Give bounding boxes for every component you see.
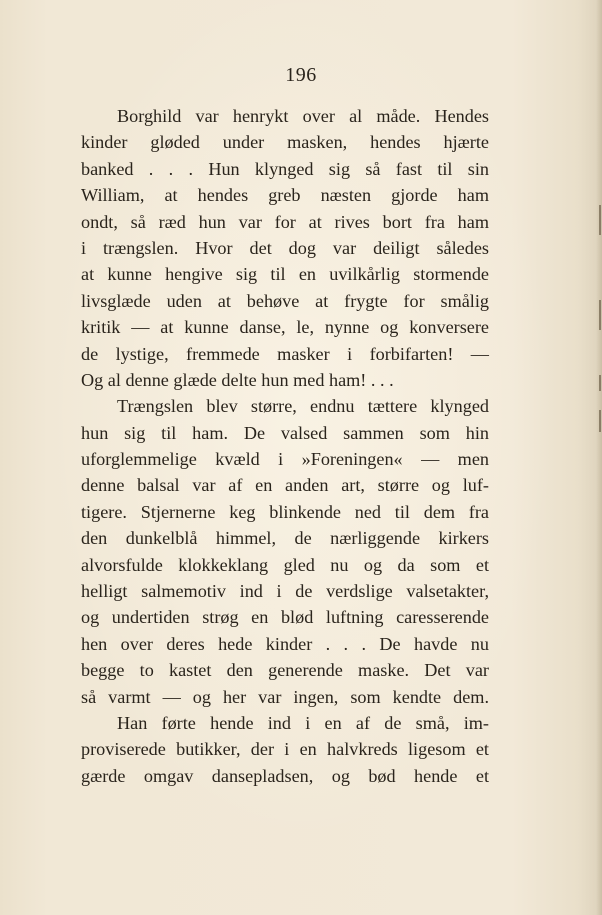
text-line: Og al denne glæde delte hun med ham! . . . xyxy=(81,369,394,390)
text-line: hen over deres hede kinder . . . De havde nu xyxy=(81,633,489,654)
text-line: Borghild var henrykt over al måde. Hendes xyxy=(117,106,489,126)
text-line: tigere. Stjernerne keg blinkende ned til dem fra xyxy=(81,501,489,522)
page-edge-mark xyxy=(599,300,601,330)
text-line: de lystige, fremmede masker i forbifarten! — xyxy=(81,343,489,364)
body-text xyxy=(81,103,489,789)
page-edge-mark xyxy=(599,375,601,391)
page-edge-mark xyxy=(599,205,601,235)
text-line: proviserede butikker, der i en halvkreds ligesom et xyxy=(81,739,489,760)
text-line: at kunne hengive sig til en uvilkårlig stormende xyxy=(81,264,489,285)
text-line: Trængslen blev større, endnu tættere klynged xyxy=(117,396,489,417)
text-line: denne balsal var af en anden art, større og luf- xyxy=(81,475,489,496)
text-line: den dunkelblå himmel, de nærliggende kirkers xyxy=(81,528,489,549)
page-edge-shadow xyxy=(596,0,602,915)
text-line: banked . . . Hun klynged sig så fast til sin xyxy=(81,158,489,179)
text-line: begge to kastet den generende maske. Det var xyxy=(81,660,489,681)
text-line: helligt salmemotiv ind i de verdslige valsetakter, xyxy=(81,581,489,602)
text-line: William, at hendes greb næsten gjorde ham xyxy=(81,185,489,206)
page-number: 196 xyxy=(285,64,317,86)
text-line: i trængslen. Hvor det dog var deiligt således xyxy=(81,237,489,258)
text-line: Han førte hende ind i en af de små, im- xyxy=(117,712,489,733)
page-edge-mark xyxy=(599,410,601,432)
text-line: livsglæde uden at behøve at frygte for smålig xyxy=(81,290,489,311)
text-line: ondt, så ræd hun var for at rives bort fra ham xyxy=(81,211,489,232)
text-line: kritik — at kunne danse, le, nynne og konversere xyxy=(81,317,489,338)
text-line: så varmt — og her var ingen, som kendte dem. xyxy=(81,686,489,707)
text-line: og undertiden strøg en blød luftning caresserende xyxy=(81,607,489,628)
text-line: alvorsfulde klokkeklang gled nu og da som et xyxy=(81,554,489,575)
text-line: uforglemmelige kvæld i »Foreningen« — men xyxy=(81,449,489,470)
text-line: kinder gløded under masken, hendes hjærte xyxy=(81,132,489,153)
text-line: hun sig til ham. De valsed sammen som hin xyxy=(81,422,489,443)
text-line: gærde omgav dansepladsen, og bød hende et xyxy=(81,765,489,786)
